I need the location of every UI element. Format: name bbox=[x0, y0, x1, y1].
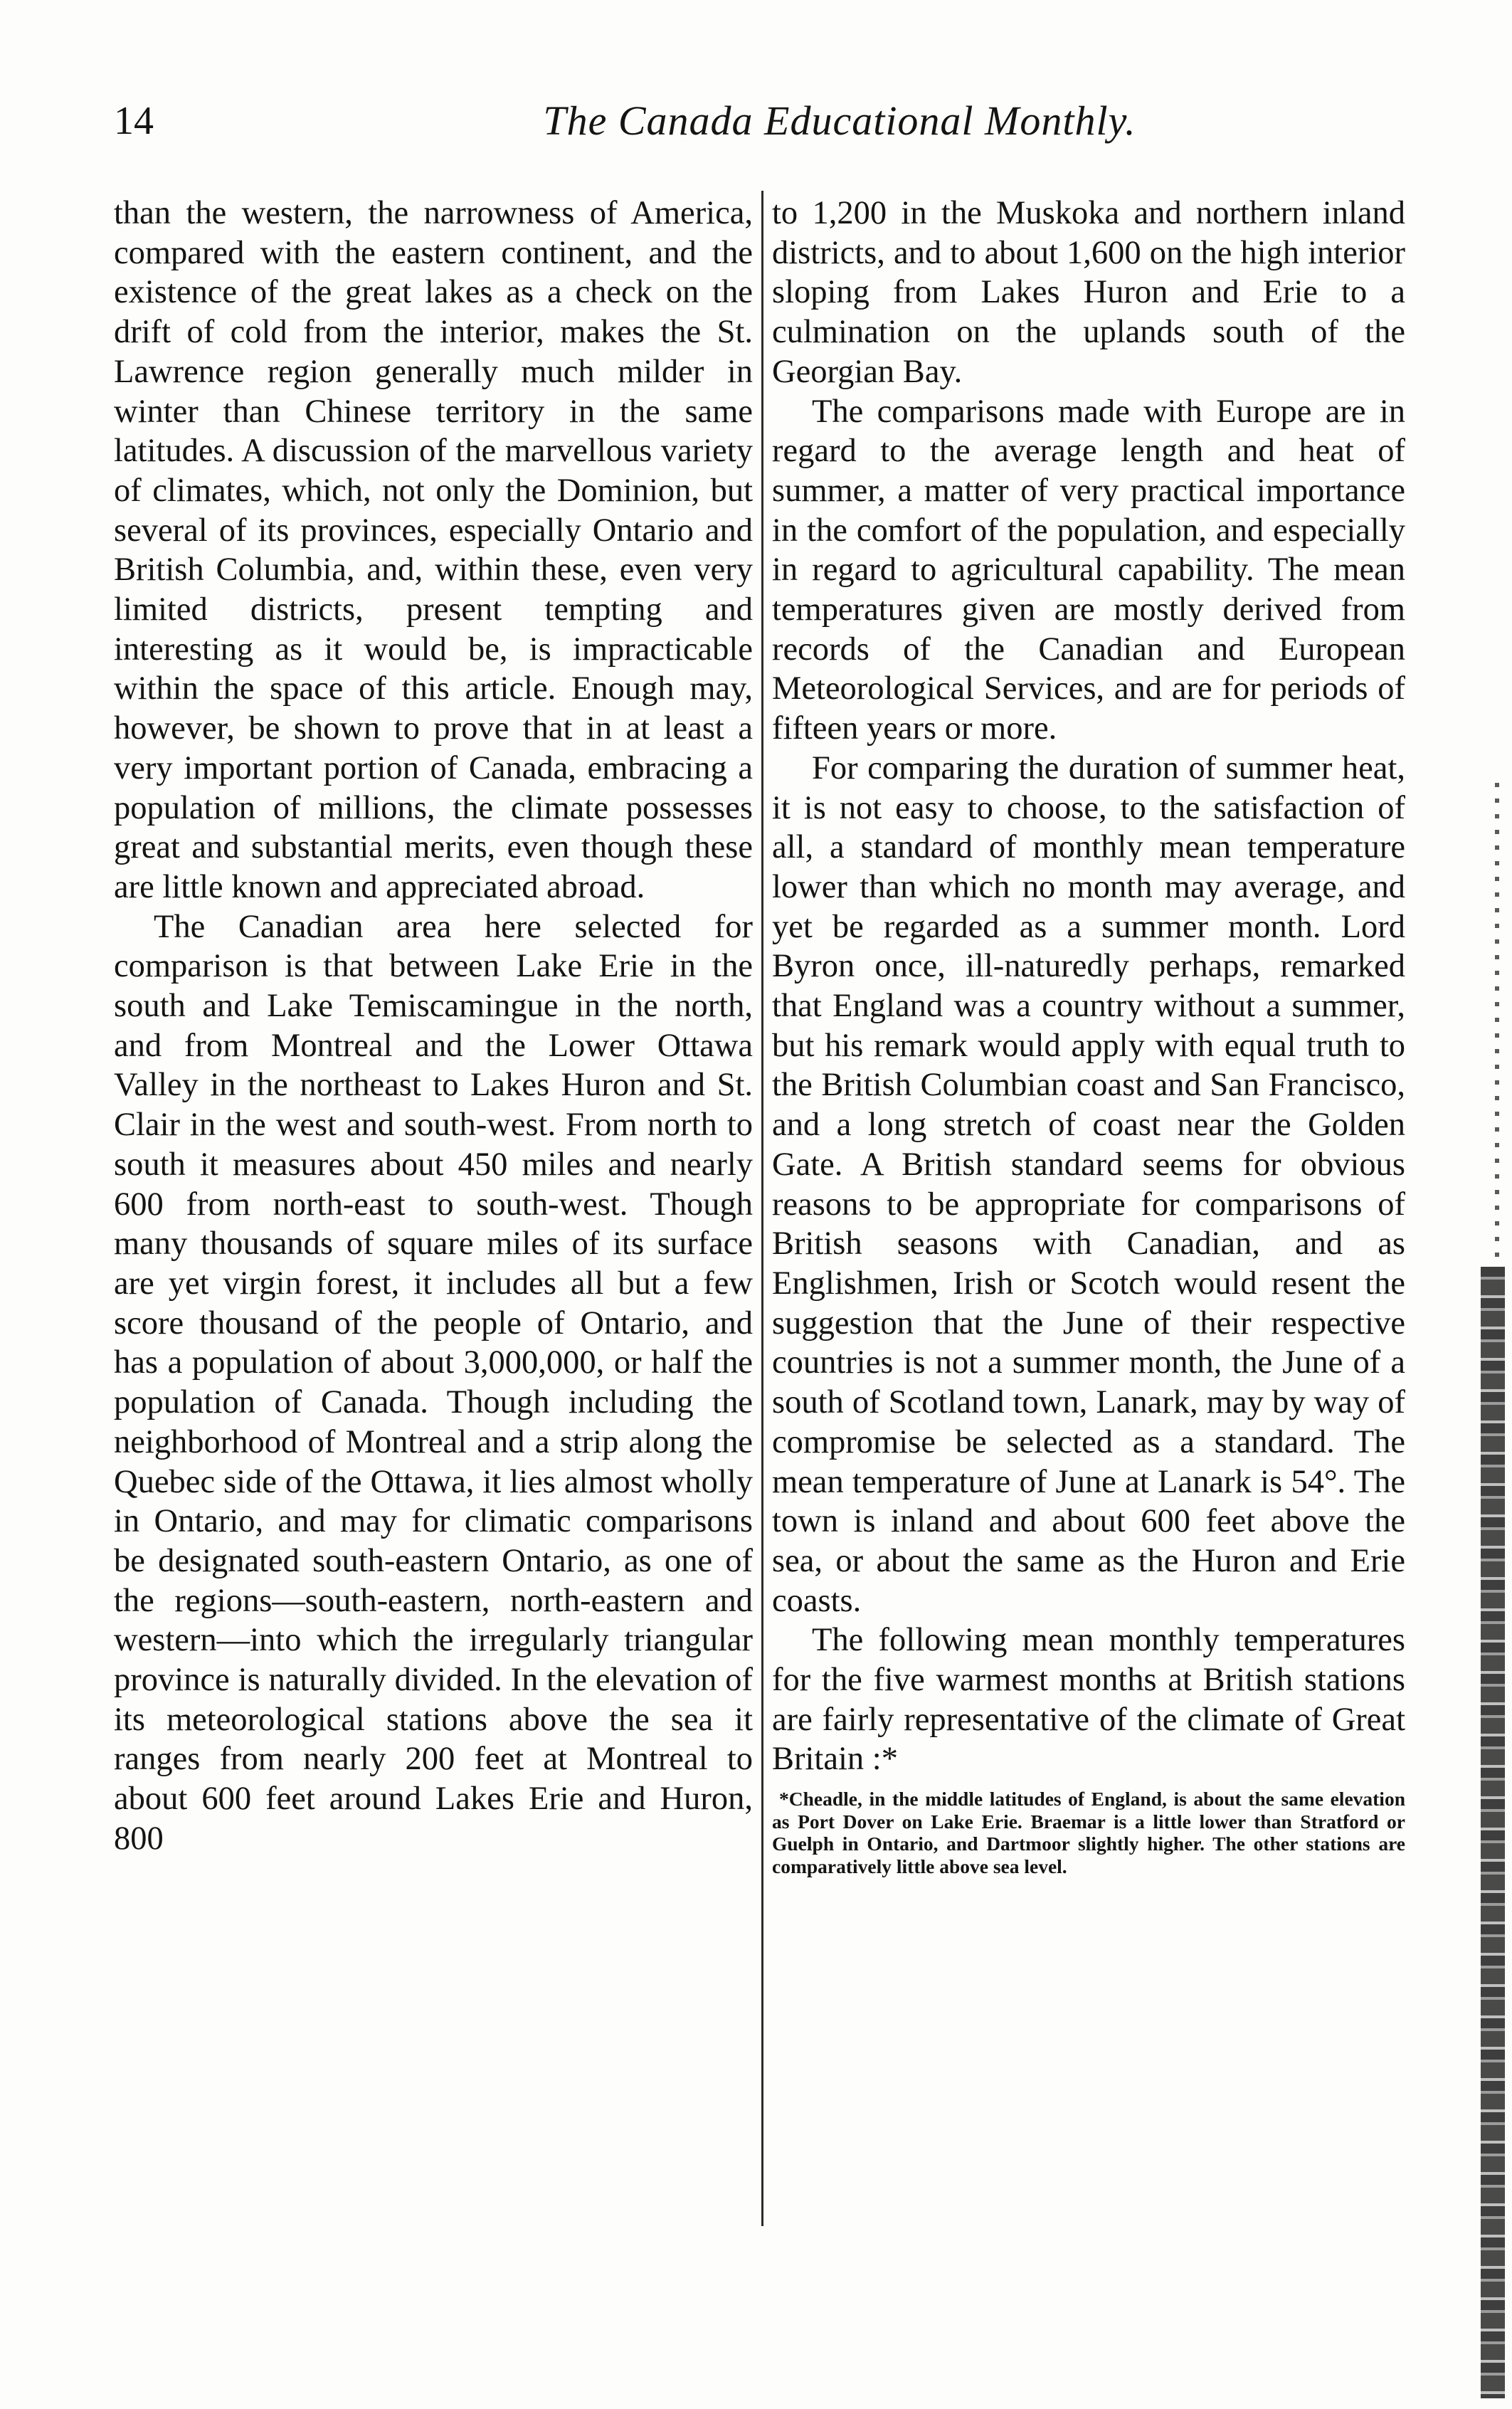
column-divider bbox=[761, 191, 763, 2226]
page-header bbox=[114, 93, 1437, 157]
footnote: *Cheadle, in the middle latitudes of England, is about the same elevation as Port Dover on Lake Erie. Braemar is a little lower than Stratford or Guelph in Ontario, and Dartmoor slightly higher. The other stations are comparatively little above sea level. bbox=[772, 1788, 1405, 1877]
right-paragraph: to 1,200 in the Muskoka and northern inland districts, and to about 1,600 on the high interior sloping from Lakes Huron and Erie to a culmination on the uplands south of the Georgian Bay. bbox=[772, 195, 1405, 390]
right-paragraph: For comparing the duration of summer heat, it is not easy to choose, to the satisfaction of all, a standard of monthly mean temperature lower than which no month may average, and yet be regarded as a summer month. Lord Byron once, ill-naturedly perhaps, remarked that England was a country without a summer, but his remark would apply with equal truth to the British Columbian coast and San Francisco, and a long stretch of coast near the Golden Gate. A British standard seems for obvious reasons to be appropriate for comparisons of British seasons with Canadian, and as Englishmen, Irish or Scotch would resent the suggestion that the June of their respective countries is not a summer month, the June of a south of Scotland town, Lanark, may by way of compromise be selected as a standard. The mean temperature of June at Lanark is 54°. The town is inland and about 600 feet above the sea, or about the same as the Huron and Erie coasts. bbox=[772, 749, 1405, 1619]
left-column bbox=[114, 194, 753, 1859]
right-column bbox=[772, 194, 1405, 1877]
left-paragraph: The Canadian area here selected for comparison is that between Lake Erie in the south and Lake Temiscamingue in the north, and from Montreal and the Lower Ottawa Valley in the northeast to Lakes Huron and St. Clair in the west and south-west. From north to south it measures about 450 miles and nearly 600 from north-east to south-west. Though many thousands of square miles of its surface are yet virgin forest, it includes all but a few score thousand of the people of Ontario, and has a population of about 3,000,000, or half the population of Canada. Though including the neighborhood of Montreal and a strip along the Quebec side of the Ottawa, it lies almost wholly in Ontario, and may for climatic comparisons be designated south-eastern Ontario, as one of the regions—south-eastern, north-eastern and western—into which the irregularly triangular province is naturally divided. In the elevation of its meteorological stations above the sea it ranges from nearly 200 feet at Montreal to about 600 feet around Lakes Erie and Huron, 800 bbox=[114, 908, 753, 1857]
left-paragraph: than the western, the narrowness of America, compared with the eastern continent, and the existence of the great lakes as a check on the drift of cold from the interior, makes the St. Lawrence region generally much milder in winter than Chinese territory in the same latitudes. A discussion of the marvellous variety of climates, which, not only the Dominion, but several of its provinces, especially Ontario and British Columbia, and, within these, even very limited districts, present tempting and interesting as it would be, is impracticable within the space of this article. Enough may, however, be shown to prove that in at least a very important portion of Canada, embracing a population of millions, the climate possesses great and substantial merits, even though these are little known and appreciated abroad. bbox=[114, 195, 753, 905]
right-paragraph: The comparisons made with Europe are in regard to the average length and heat of summer, a matter of very practical importance in the comfort of the population, and especially in regard to agricultural capability. The mean temperatures given are mostly derived from records of the Canadian and European Meteorological Services, and are for periods of fifteen years or more. bbox=[772, 393, 1405, 747]
scan-edge-artifact bbox=[1481, 1267, 1505, 2398]
page-number: 14 bbox=[114, 99, 154, 143]
running-title: The Canada Educational Monthly. bbox=[543, 97, 1136, 144]
scan-edge-artifact bbox=[1495, 783, 1499, 1267]
right-paragraph: The following mean monthly temperatures for the five warmest months at British stations are fairly representative of the climate of Great Britain :* bbox=[772, 1622, 1405, 1778]
